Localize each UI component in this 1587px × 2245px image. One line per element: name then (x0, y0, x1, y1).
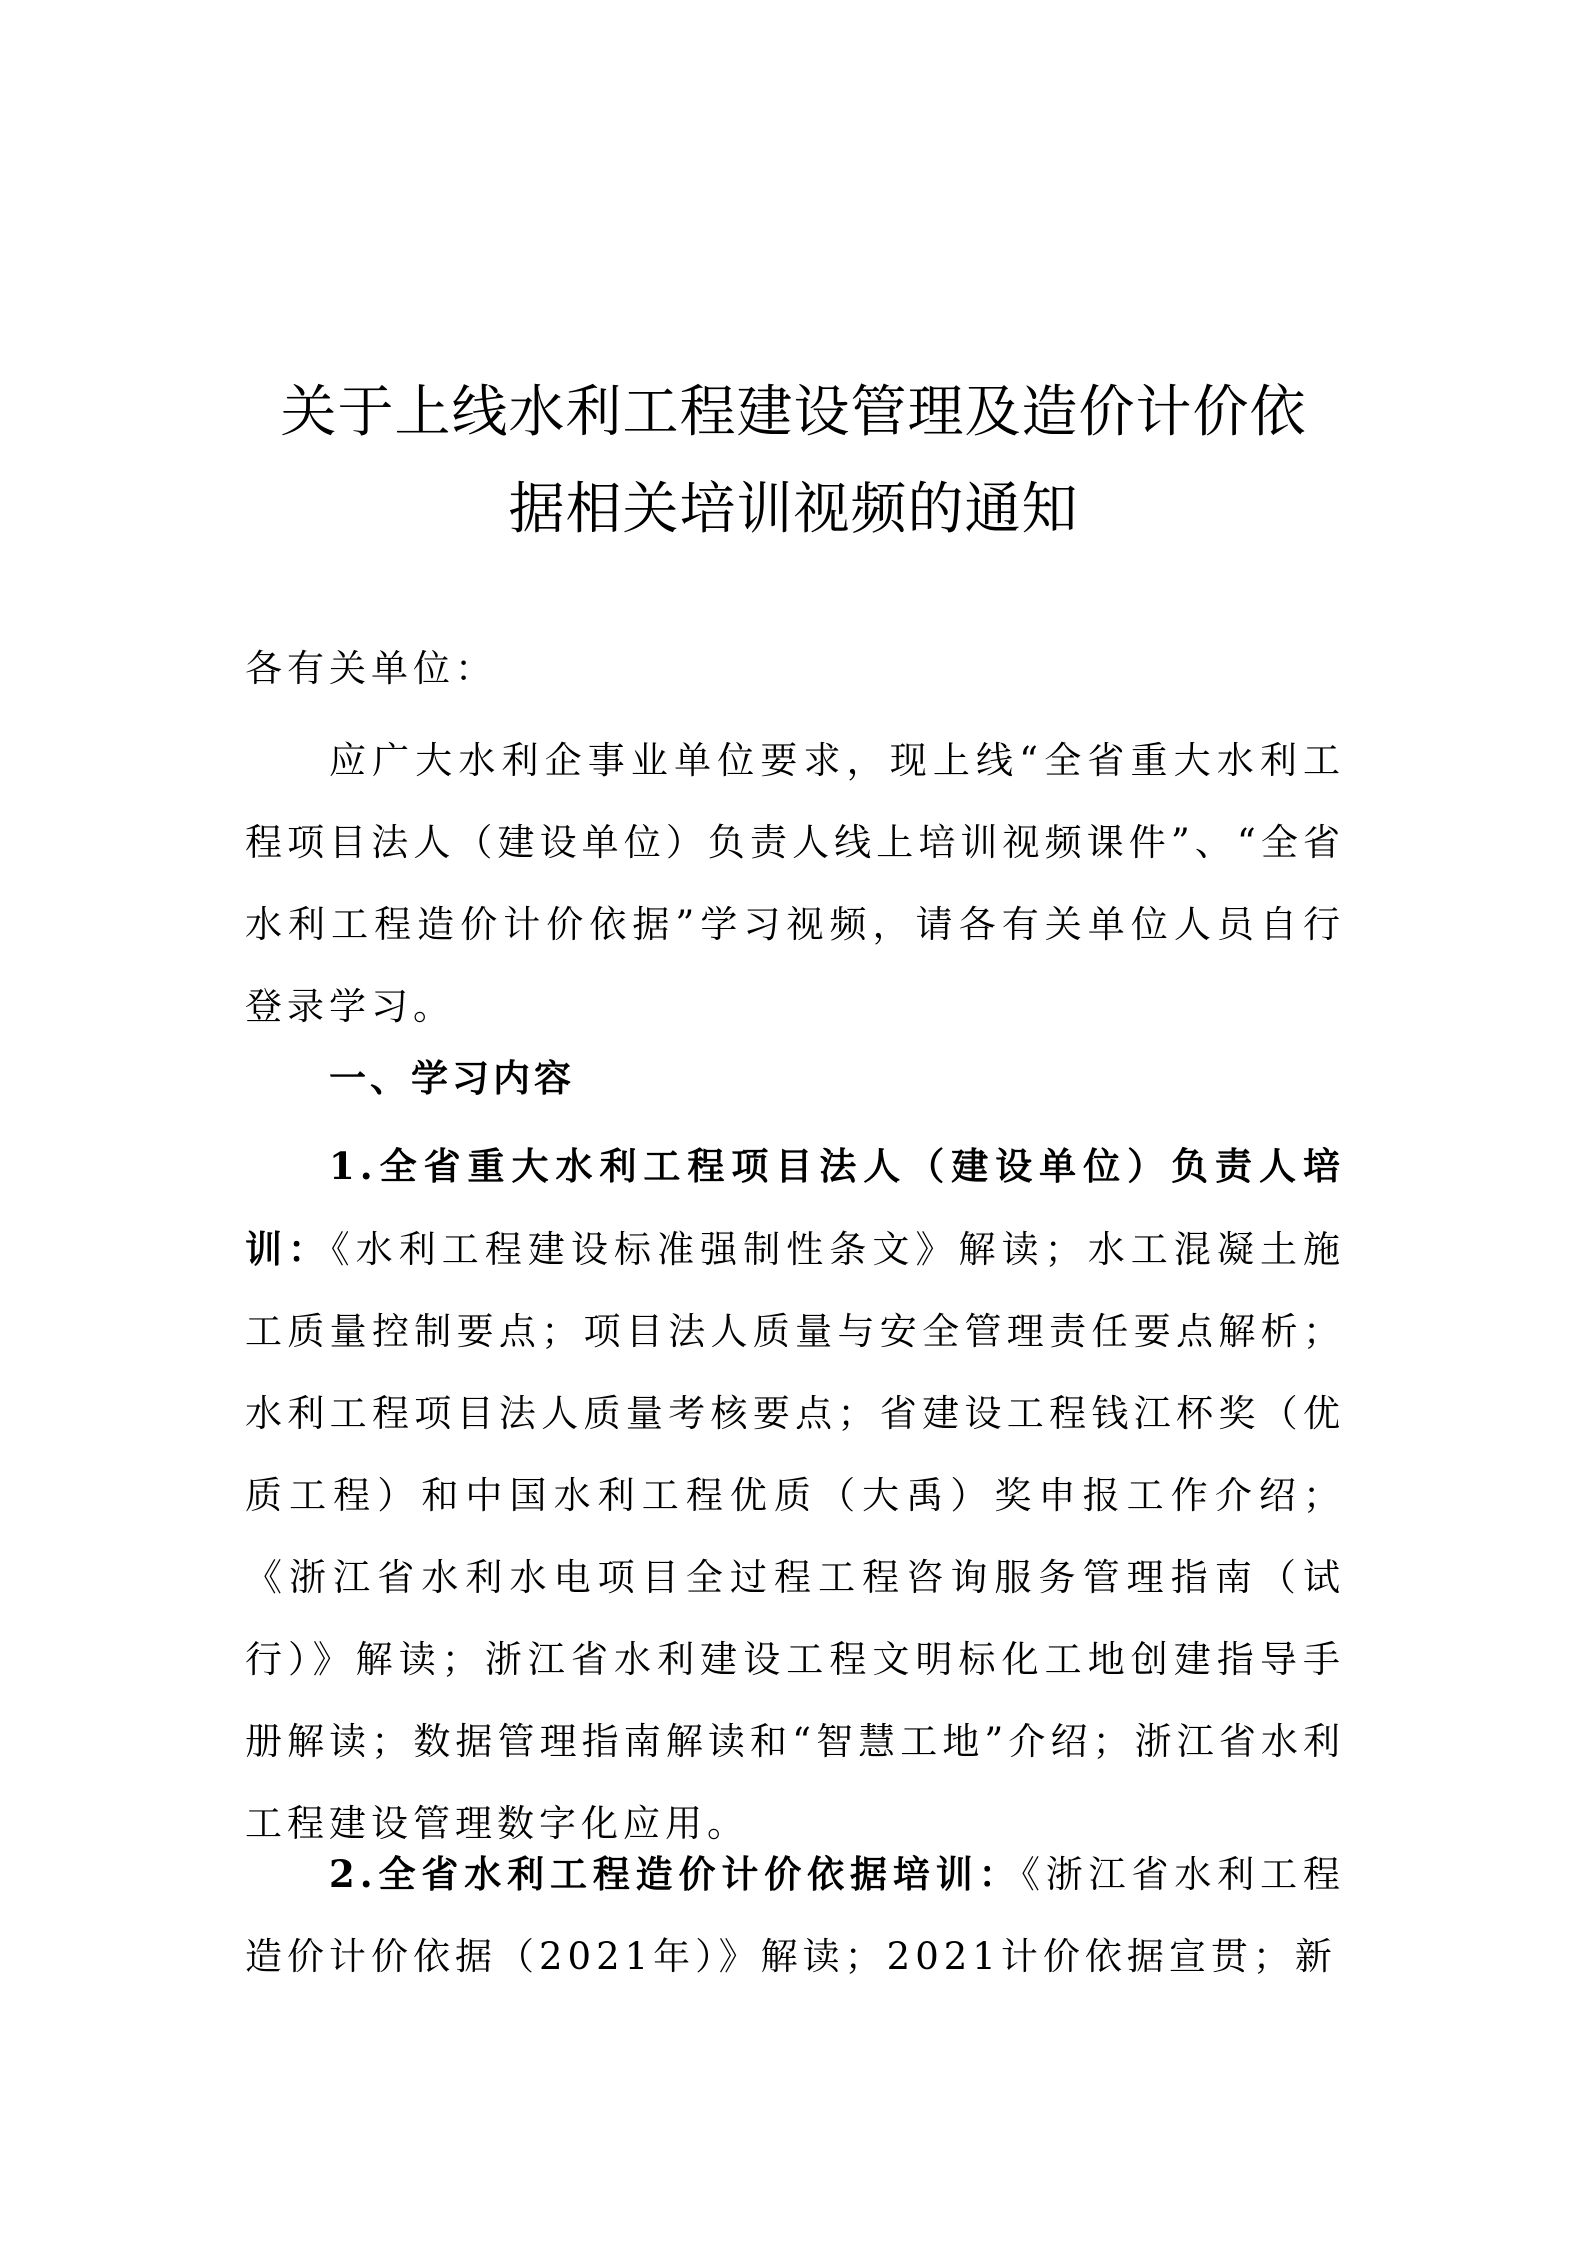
list-item-1-lead: 1.全省重大水利工程项目法人（建设单位）负责人培训： (245, 1144, 1345, 1271)
section-heading-learning-content: 一、学习内容 (329, 1057, 575, 1100)
list-item-2-body: 《浙江省水利工程造价计价依据（2021年）》解读；2021计价依据宣贯；新 (245, 1853, 1345, 1978)
list-item-training-1 (245, 1125, 1345, 1865)
salutation: 各有关单位： (245, 647, 497, 690)
list-item-training-2 (245, 1833, 1345, 1998)
document-title-line-1: 关于上线水利工程建设管理及造价计价依 (280, 380, 1307, 445)
list-item-1-body: 《水利工程建设标准强制性条文》解读；水工混凝土施工质量控制要点；项目法人质量与安全管理责任要点解析；水利工程项目法人质量考核要点；省建设工程钱江杯奖（优质工程）和中国水利工程优质（大禹）奖申报工作介绍；《浙江省水利水电项目全过程工程咨询服务管理指南（试行）》解读；浙江省水利建设工程文明标化工地创建指导手册解读；数据管理指南解读和“智慧工地”介绍；浙江省水利工程建设管理数字化应用。 (245, 1228, 1346, 1845)
document-title-line-2: 据相关培训视频的通知 (508, 477, 1079, 542)
intro-paragraph: 应广大水利企事业单位要求，现上线“全省重大水利工程项目法人（建设单位）负责人线上培训视频课件”、“全省水利工程造价计价依据”学习视频，请各有关单位人员自行登录学习。 (245, 739, 1345, 1028)
list-item-2-lead: 2.全省水利工程造价计价依据培训： (329, 1852, 1022, 1896)
